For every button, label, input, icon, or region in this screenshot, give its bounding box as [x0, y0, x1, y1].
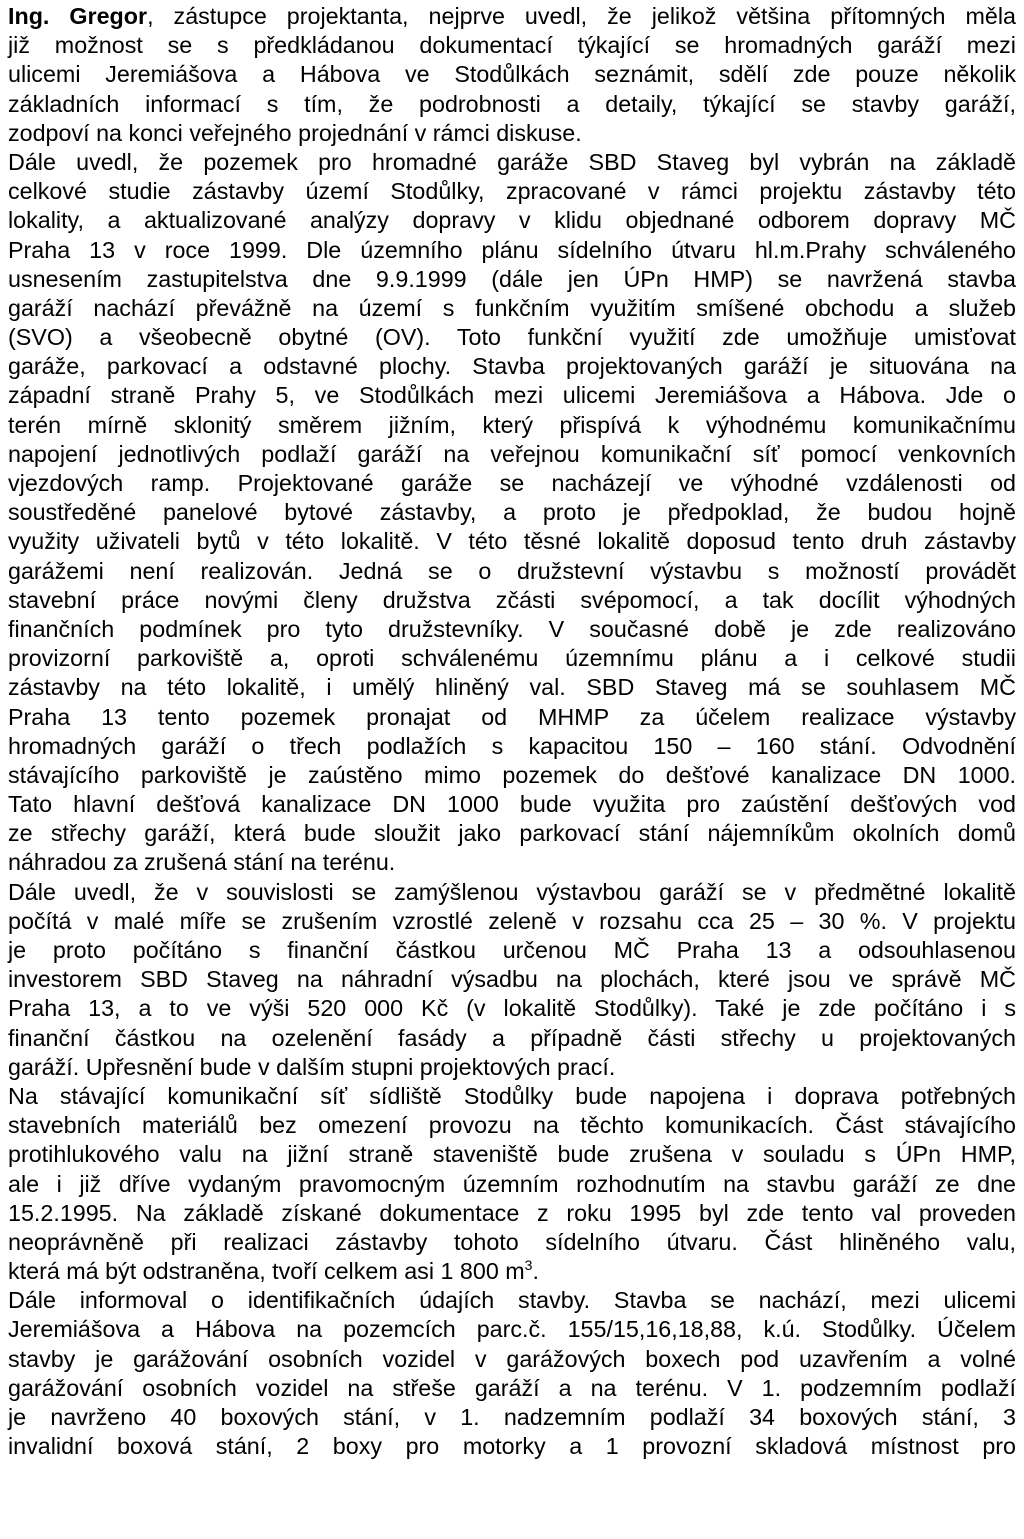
text-line: využity uživateli bytů v této lokalitě. V této těsné lokalitě doposud tento druh zástavby: [8, 528, 1016, 555]
text-line: Dále informoval o identifikačních údajích stavby. Stavba se nachází, mezi ulicemi: [8, 1287, 1016, 1314]
text-line: základních informací s tím, že podrobnosti a detaily, týkající se stavby garáží,: [8, 90, 1016, 117]
text-line-content: , zástupce projektanta, nejprve uvedl, že jelikož většina přítomných měla: [147, 3, 1016, 29]
text-line: garáží. Upřesnění bude v dalším stupni projektových prací.: [8, 1053, 616, 1080]
text-line: lokality, a aktualizované analýzy dopravy v klidu objednané odborem dopravy MČ: [8, 207, 1016, 234]
text-line: počítá v malé míře se zrušením vzrostlé zeleně v rozsahu cca 25 – 30 %. V projektu: [8, 907, 1016, 934]
document-page: [8, 2, 1016, 1461]
text-line: celkové studie zástavby území Stodůlky, zpracované v rámci projektu zástavby této: [8, 178, 1016, 205]
superscript: 3: [524, 1257, 533, 1274]
text-line: garážemi není realizován. Jedná se o družstevní výstavbu s možností provádět: [8, 557, 1016, 584]
text-line: garáží nachází převážně na území s funkčním využitím smíšené obchodu a služeb: [8, 294, 1016, 321]
text-line: Tato hlavní dešťová kanalizace DN 1000 bude využita pro zaústění dešťových vod: [8, 791, 1016, 818]
text-line: zodpoví na konci veřejného projednání v rámci diskuse.: [8, 119, 582, 146]
text-line: Jeremiášova a Hábova na pozemcích parc.č. 155/15,16,18,88, k.ú. Stodůlky. Účelem: [8, 1316, 1016, 1343]
text-line: již možnost se s předkládanou dokumentací týkající se hromadných garáží mezi: [8, 32, 1016, 59]
text-line: stávajícího parkoviště je zaústěno mimo pozemek do dešťové kanalizace DN 1000.: [8, 761, 1016, 788]
text-line: finanční částkou na ozelenění fasády a případně části střechy u projektovaných: [8, 1024, 1016, 1051]
text-line: západní straně Prahy 5, ve Stodůlkách mezi ulicemi Jeremiášova a Hábova. Jde o: [8, 382, 1016, 409]
text-line-end: .: [532, 1258, 539, 1285]
text-line: neoprávněně při realizaci zástavby tohoto sídelního útvaru. Část hliněného valu,: [8, 1228, 1016, 1255]
text-line: stavební práce novými členy družstva zčásti svépomocí, a tak docílit výhodných: [8, 586, 1016, 613]
paragraph-5: [8, 1286, 1016, 1461]
text-line: Praha 13 tento pozemek pronajat od MHMP za účelem realizace výstavby: [8, 703, 1016, 730]
text-line: protihlukového valu na jižní straně staveniště bude zrušena v souladu s ÚPn HMP,: [8, 1141, 1016, 1168]
text-line: Dále uvedl, že v souvislosti se zamýšlenou výstavbou garáží se v předmětné lokalitě: [8, 878, 1016, 905]
text-line: je navrženo 40 boxových stání, v 1. nadzemním podlaží 34 boxových stání, 3: [8, 1404, 1016, 1430]
text-line: 15.2.1995. Na základě získané dokumentace z roku 1995 byl zde tento val proveden: [8, 1199, 1016, 1226]
text-line: ulicemi Jeremiášova a Hábova ve Stodůlkách seznámit, sdělí zde pouze několik: [8, 61, 1016, 88]
text-line: soustředěné panelové bytové zástavby, a proto je předpoklad, že budou hojně: [8, 499, 1016, 526]
text-line: hromadných garáží o třech podlažích s kapacitou 150 – 160 stání. Odvodnění: [8, 732, 1016, 759]
text-line: garáže, parkovací a odstavné plochy. Stavba projektovaných garáží je situována na: [8, 353, 1016, 380]
text-line: ale i již dříve vydaným pravomocným územním rozhodnutím na stavbu garáží ze dne: [8, 1170, 1016, 1197]
text-line: [8, 2, 1016, 31]
text-line: terén mírně sklonitý směrem jižním, který přispívá k výhodnému komunikačnímu: [8, 411, 1016, 438]
paragraph-4: [8, 1082, 1016, 1286]
text-line: vjezdových ramp. Projektované garáže se nacházejí ve výhodné vzdálenosti od: [8, 470, 1016, 496]
text-line: napojení jednotlivých podlaží garáží na veřejnou komunikační síť pomocí venkovních: [8, 440, 1016, 467]
speaker-name: Ing. Gregor: [8, 3, 148, 29]
text-line: finančních podmínek pro tyto družstevníky. V současné době je zde realizováno: [8, 615, 1016, 642]
text-line: Dále uvedl, že pozemek pro hromadné garáže SBD Staveg byl vybrán na základě: [8, 148, 1016, 175]
paragraph-2: [8, 148, 1016, 878]
text-line: [8, 1257, 1016, 1286]
text-line: ze střechy garáží, která bude sloužit jako parkovací stání nájemníkům okolních domů: [8, 820, 1016, 847]
text-line: provizorní parkoviště a, oproti schválenému územnímu plánu a i celkové studii: [8, 645, 1016, 672]
text-line: zástavby na této lokalitě, i umělý hliněný val. SBD Staveg má se souhlasem MČ: [8, 674, 1016, 701]
text-line: stavebních materiálů bez omezení provozu na těchto komunikacích. Část stávajícího: [8, 1112, 1016, 1139]
paragraph-1: [8, 2, 1016, 148]
text-line: Praha 13 v roce 1999. Dle územního plánu sídelního útvaru hl.m.Prahy schváleného: [8, 236, 1016, 263]
text-line: invalidní boxová stání, 2 boxy pro motorky a 1 provozní skladová místnost pro: [8, 1433, 1016, 1460]
text-line: Praha 13, a to ve výši 520 000 Kč (v lokalitě Stodůlky). Také je zde počítáno i s: [8, 995, 1016, 1022]
text-line: je proto počítáno s finanční částkou určenou MČ Praha 13 a odsouhlasenou: [8, 937, 1016, 963]
text-line: (SVO) a všeobecně obytné (OV). Toto funkční využití zde umožňuje umisťovat: [8, 324, 1016, 351]
paragraph-3: [8, 878, 1016, 1082]
text-line: garážování osobních vozidel na střeše garáží a na terénu. V 1. podzemním podlaží: [8, 1374, 1016, 1401]
text-line: usnesením zastupitelstva dne 9.9.1999 (dále jen ÚPn HMP) se navržená stavba: [8, 265, 1016, 292]
text-line: náhradou za zrušená stání na terénu.: [8, 849, 396, 876]
text-line: stavby je garážování osobních vozidel v garážových boxech pod uzavřením a volné: [8, 1345, 1016, 1372]
text-line: Na stávající komunikační síť sídliště Stodůlky bude napojena i doprava potřebných: [8, 1082, 1016, 1109]
text-line-content: která má být odstraněna, tvoří celkem asi 1 800 m: [8, 1258, 525, 1285]
text-line: investorem SBD Staveg na náhradní výsadbu na plochách, které jsou ve správě MČ: [8, 966, 1016, 993]
